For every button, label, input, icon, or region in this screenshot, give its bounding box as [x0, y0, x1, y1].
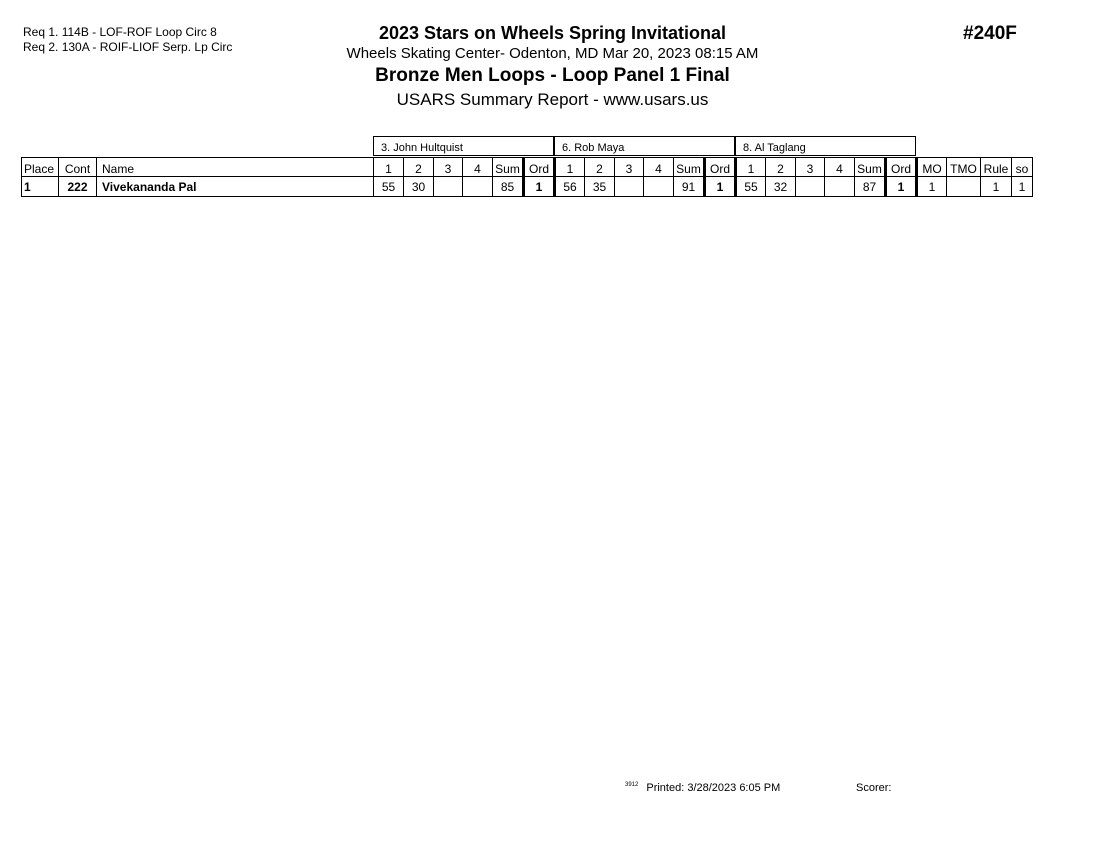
- col-j2-sum: Sum: [674, 158, 705, 177]
- j2-score-3: [615, 177, 644, 197]
- col-so: so: [1012, 158, 1033, 177]
- col-j1-score-4: 4: [463, 158, 493, 177]
- j1-score-3: [434, 177, 463, 197]
- col-j1-ord: Ord: [524, 158, 555, 177]
- col-j3-score-1: 1: [736, 158, 766, 177]
- judge-header-1: 3. John Hultquist: [373, 136, 554, 156]
- j1-score-1: 55: [374, 177, 404, 197]
- j1-score-2: 30: [404, 177, 434, 197]
- col-j1-score-1: 1: [374, 158, 404, 177]
- competition-title: 2023 Stars on Wheels Spring Invitational: [378, 23, 727, 43]
- report-title: USARS Summary Report - www.usars.us: [396, 90, 709, 109]
- place-cell: 1: [22, 177, 59, 197]
- tmo-cell: [947, 177, 981, 197]
- results-table: [21, 157, 1033, 197]
- col-j2-score-4: 4: [644, 158, 674, 177]
- event-title: Bronze Men Loops - Loop Panel 1 Final: [375, 65, 730, 86]
- col-name: Name: [97, 158, 374, 177]
- col-mo: MO: [917, 158, 947, 177]
- col-j1-score-2: 2: [404, 158, 434, 177]
- rule-cell: 1: [981, 177, 1012, 197]
- table-row: [22, 177, 1033, 197]
- col-j3-score-3: 3: [796, 158, 825, 177]
- j3-ord: 1: [886, 177, 917, 197]
- requirement-2: Req 2. 130A - ROIF-LIOF Serp. Lp Circ: [23, 40, 233, 54]
- col-j1-score-3: 3: [434, 158, 463, 177]
- j2-score-2: 35: [585, 177, 615, 197]
- event-number: #240F: [963, 23, 1017, 44]
- col-j2-score-1: 1: [555, 158, 585, 177]
- printed-footer: [625, 782, 780, 794]
- j2-sum: 91: [674, 177, 705, 197]
- venue-datetime: Wheels Skating Center- Odenton, MD Mar 20, 2023 08:15 AM: [346, 45, 759, 62]
- col-j3-sum: Sum: [855, 158, 886, 177]
- j1-score-4: [463, 177, 493, 197]
- j2-score-1: 56: [555, 177, 585, 197]
- col-j3-ord: Ord: [886, 158, 917, 177]
- judge-header-3: 8. Al Taglang: [735, 136, 916, 156]
- j3-score-4: [825, 177, 855, 197]
- report-code: 3912: [625, 782, 639, 788]
- printed-timestamp: Printed: 3/28/2023 6:05 PM: [646, 782, 781, 794]
- col-j1-sum: Sum: [493, 158, 524, 177]
- so-cell: 1: [1012, 177, 1033, 197]
- j3-score-1: 55: [736, 177, 766, 197]
- j1-ord: 1: [524, 177, 555, 197]
- col-j2-score-3: 3: [615, 158, 644, 177]
- col-place: Place: [22, 158, 59, 177]
- requirement-1: Req 1. 114B - LOF-ROF Loop Circ 8: [23, 25, 217, 39]
- col-j3-score-4: 4: [825, 158, 855, 177]
- col-j2-score-2: 2: [585, 158, 615, 177]
- j3-score-2: 32: [766, 177, 796, 197]
- col-rule: Rule: [981, 158, 1012, 177]
- requirements-list: [23, 25, 232, 55]
- col-j3-score-2: 2: [766, 158, 796, 177]
- col-tmo: TMO: [947, 158, 981, 177]
- skater-name: Vivekananda Pal: [97, 177, 374, 197]
- j1-sum: 85: [493, 177, 524, 197]
- judge-header-2: 6. Rob Maya: [554, 136, 735, 156]
- col-cont: Cont: [59, 158, 97, 177]
- mo-cell: 1: [917, 177, 947, 197]
- cont-cell: 222: [59, 177, 97, 197]
- j2-score-4: [644, 177, 674, 197]
- col-j2-ord: Ord: [705, 158, 736, 177]
- j2-ord: 1: [705, 177, 736, 197]
- j3-score-3: [796, 177, 825, 197]
- j3-sum: 87: [855, 177, 886, 197]
- scorer-label: Scorer:: [856, 782, 892, 794]
- header-row: [22, 158, 1033, 177]
